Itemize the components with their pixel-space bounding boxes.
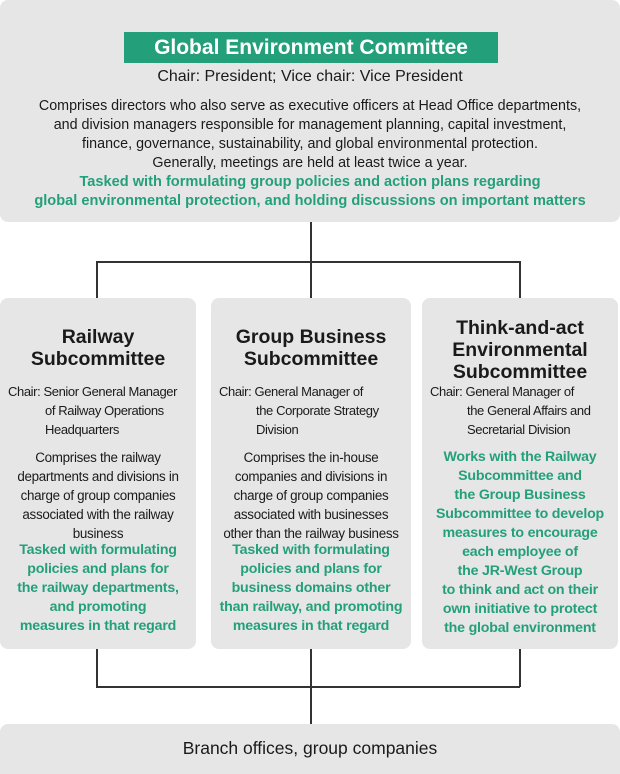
railway-subcommittee-description: Comprises the railway departments and divisions in charge of group companies associated with the railway business [17, 450, 179, 541]
global-committee-box [0, 0, 620, 222]
railway-subcommittee-title: Railway Subcommittee [30, 326, 166, 370]
connector-bottom-horizontal [96, 686, 520, 688]
railway-subcommittee-chair: Chair: Senior General Manager of Railway Operations Headquarters [8, 384, 178, 437]
railway-subcommittee-box [0, 298, 196, 649]
group-business-subcommittee-box [211, 298, 411, 649]
think-and-act-subcommittee-chair: Chair: General Manager of the General Affairs and Secretarial Division [430, 384, 591, 437]
connector-drop-left [96, 261, 98, 299]
think-and-act-subcommittee-task: Works with the Railway Subcommittee and the Group Business Subcommittee to develop measures to encourage each employee of the JR-West Group to think and act on their own initiative to protect the global environment [435, 449, 605, 636]
group-business-subcommittee-chair: Chair: General Manager of the Corporate Strategy Division [219, 384, 379, 437]
think-and-act-subcommittee-title: Think-and-act Environmental Subcommittee [452, 317, 588, 383]
connector-top-horizontal [96, 261, 520, 263]
connector-drop-right [519, 261, 521, 299]
global-committee-chair: Chair: President; Vice chair: Vice President [157, 68, 463, 85]
group-business-subcommittee-task: Tasked with formulating policies and plans for business domains other than railway, and promoting measures in that regard [219, 542, 403, 634]
global-committee-task: Tasked with formulating group policies and action plans regarding global environmental protection, and holding discussions on important matters [34, 174, 586, 209]
connector-up-left [96, 649, 98, 687]
railway-subcommittee-task: Tasked with formulating policies and plans for the railway departments, and promoting measures in that regard [17, 542, 179, 634]
group-business-subcommittee-title: Group Business Subcommittee [235, 326, 387, 370]
connector-up-middle [310, 649, 312, 687]
connector-up-right [519, 649, 521, 687]
think-and-act-subcommittee-box [422, 298, 618, 649]
group-business-subcommittee-description: Comprises the in-house companies and divisions in charge of group companies associated with businesses other than the railway business [223, 450, 399, 541]
global-committee-description: Comprises directors who also serve as executive officers at Head Office departments, and division managers responsible for management planning, capital investment, finance, governance, sustainability, and global environmental protection. Generally, meetings are held at least twice a year. [38, 98, 582, 171]
connector-bottom-vertical [310, 686, 312, 724]
branch-offices-label: Branch offices, group companies [182, 738, 438, 758]
connector-drop-middle [310, 261, 312, 299]
global-committee-title: Global Environment Committee [124, 32, 498, 63]
connector-top-vertical [310, 222, 312, 262]
